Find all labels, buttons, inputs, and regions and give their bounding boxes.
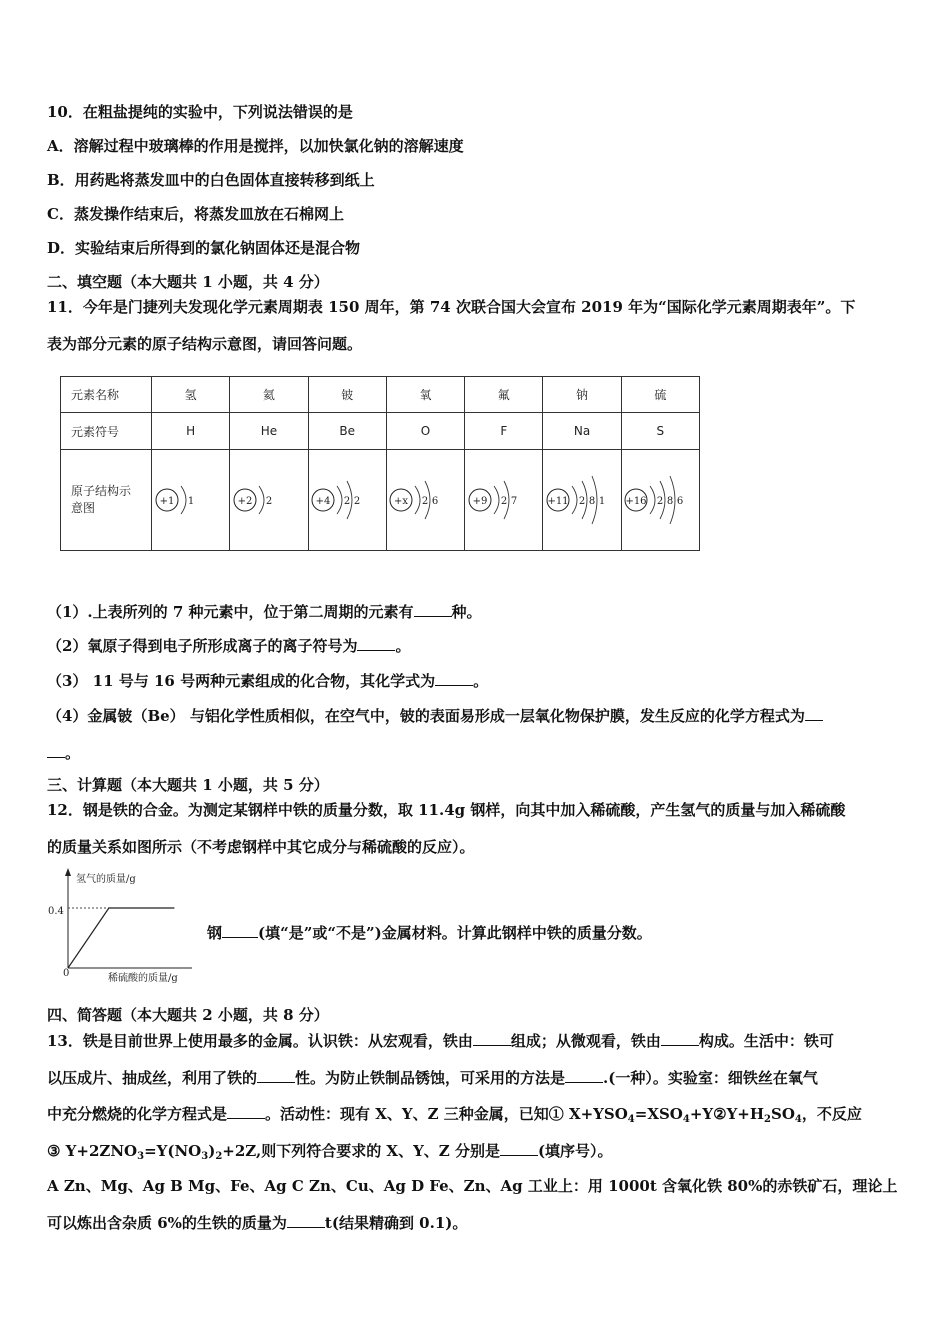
row-header-diagram-label: 原子结构示意图 — [71, 484, 132, 515]
q11-stem-line2: 表为部分元素的原子结构示意图，请回答问题。 — [47, 335, 363, 353]
answer-blank[interactable] — [357, 635, 395, 651]
atom-diagram-icon — [309, 465, 385, 535]
q10-stem: 10．在粗盐提纯的实验中，下列说法错误的是 — [47, 103, 353, 121]
q11-sub3-text: （3） 11 号与 16 号两种元素组成的化合物，其化学式为 — [47, 672, 436, 690]
q13-text: 以压成片、抽成丝，利用了铁的 — [47, 1069, 258, 1087]
q13-line4 — [47, 1140, 613, 1167]
electron-shell-arc — [181, 486, 186, 514]
atom-diagram-icon — [387, 465, 463, 535]
nucleus-charge: +4 — [315, 496, 331, 507]
atom-cell — [543, 450, 621, 551]
table-row-symbols — [61, 413, 700, 450]
electron-shell-arc — [650, 486, 655, 514]
hydrogen-mass-chart — [50, 866, 210, 986]
electron-count: 6 — [432, 496, 439, 507]
electron-count: 8 — [667, 496, 674, 507]
q13-text: ，不反应 — [801, 1105, 862, 1123]
row-header-name: 元素名称 — [61, 377, 152, 413]
atom-diagram-icon — [231, 465, 307, 535]
element-name: 氧 — [386, 377, 464, 413]
electron-count: 2 — [422, 496, 429, 507]
series-line-hydrogen — [68, 908, 174, 968]
atom-diagram-icon — [153, 465, 229, 535]
table-row-diagrams — [61, 450, 700, 551]
q13-line3 — [47, 1103, 862, 1130]
electron-count: 2 — [657, 496, 664, 507]
electron-count: 1 — [187, 496, 194, 507]
table-row-names — [61, 377, 700, 413]
q11-sub4-text: （4）金属铍（Be） 与铝化学性质相似，在空气中，铍的表面易形成一层氧化物保护膜，发生反应的化学方程式为 — [47, 707, 805, 725]
electron-count: 8 — [588, 496, 596, 507]
q13-text: +Y②Y+H — [689, 1105, 765, 1123]
atom-diagram-icon — [544, 465, 620, 535]
q13-text: 13．铁是目前世界上使用最多的金属。认识铁：从宏观看，铁由 — [47, 1032, 473, 1050]
q10-option-d: D．实验结束后所得到的氯化钠固体还是混合物 — [47, 239, 361, 257]
y-tick-label: 0.4 — [48, 906, 64, 917]
electron-count: 1 — [598, 496, 606, 507]
element-name: 钠 — [543, 377, 621, 413]
q13-line5: A Zn、Mg、Ag B Mg、Fe、Ag C Zn、Cu、Ag D Fe、Zn、Ag 工业上：用 1000t 含氧化铁 80%的赤铁矿石，理论上 — [47, 1177, 898, 1195]
electron-count: 2 — [500, 496, 507, 507]
q13-text: 。活动性：现有 X、Y、Z 三种金属，已知① X+YSO — [265, 1105, 628, 1123]
nucleus-charge: +x — [394, 496, 409, 507]
answer-blank[interactable] — [257, 1067, 295, 1083]
answer-blank[interactable] — [661, 1030, 699, 1046]
origin-label: 0 — [63, 968, 70, 979]
element-table — [60, 376, 700, 551]
electron-count: 2 — [578, 496, 586, 507]
element-name: 氟 — [465, 377, 543, 413]
electron-count: 2 — [354, 496, 361, 507]
element-symbol: Na — [543, 413, 621, 450]
q13-text: 构成。生活中：铁可 — [698, 1032, 834, 1050]
element-symbol: F — [465, 413, 543, 450]
q12-answer — [207, 922, 652, 943]
q11-sub1 — [47, 601, 482, 622]
q11-sub4-tail: 。 — [65, 744, 81, 762]
y-axis-arrow-icon — [65, 868, 71, 876]
q13-text: (填序号）。 — [537, 1142, 613, 1160]
q11-sub2-text: （2）氧原子得到电子所形成离子的离子符号为 — [47, 637, 358, 655]
electron-count: 2 — [344, 496, 351, 507]
q11-sub4 — [47, 705, 823, 726]
electron-count: 7 — [510, 496, 517, 507]
q11-sub2 — [47, 635, 410, 656]
nucleus-charge: +2 — [237, 496, 253, 507]
section2-title: 二、填空题（本大题共 1 小题，共 4 分） — [47, 273, 329, 291]
answer-blank[interactable] — [414, 601, 452, 617]
q11-sub4-cont — [47, 742, 80, 763]
q13-line2 — [47, 1067, 818, 1088]
element-symbol: O — [386, 413, 464, 450]
element-name: 氦 — [230, 377, 308, 413]
q13-text: 组成；从微观看，铁由 — [510, 1032, 661, 1050]
electron-count: 6 — [677, 496, 684, 507]
q13-text: 中充分燃烧的化学方程式是 — [47, 1105, 228, 1123]
answer-blank[interactable] — [473, 1030, 511, 1046]
atom-cell — [230, 450, 308, 551]
answer-blank[interactable] — [805, 705, 823, 721]
subscript: 4 — [682, 1114, 690, 1125]
x-axis-label: 稀硫酸的质量/g — [108, 973, 178, 984]
subscript: 2 — [215, 1151, 223, 1162]
electron-shell-arc — [259, 486, 264, 514]
q13-line6 — [47, 1212, 467, 1233]
electron-shell-arc — [494, 486, 499, 514]
nucleus-charge: +1 — [159, 496, 175, 507]
section4-title: 四、简答题（本大题共 2 小题，共 8 分） — [47, 1006, 329, 1024]
q13-text: +2Z,则下列符合要求的 X、Y、Z 分别是 — [222, 1142, 500, 1160]
answer-blank[interactable] — [287, 1212, 325, 1228]
q13-text: 可以炼出含杂质 6%的生铁的质量为 — [47, 1214, 287, 1232]
q13-text: t(结果精确到 0.1)。 — [324, 1214, 468, 1232]
q10-option-b: B．用药匙将蒸发皿中的白色固体直接转移到纸上 — [47, 171, 375, 189]
q10-option-c: C．蒸发操作结束后，将蒸发皿放在石棉网上 — [47, 205, 344, 223]
q13-text: ③ Y+2ZNO — [47, 1142, 138, 1160]
answer-blank[interactable] — [47, 742, 65, 758]
electron-count: 2 — [265, 496, 273, 507]
q10-option-a: A．溶解过程中玻璃棒的作用是搅拌，以加快氯化钠的溶解速度 — [47, 137, 464, 155]
element-symbol: S — [621, 413, 699, 450]
atom-cell — [152, 450, 230, 551]
q13-text: SO — [771, 1105, 795, 1123]
q12-stem-line1: 12．钢是铁的合金。为测定某钢样中铁的质量分数，取 11.4g 钢样，向其中加入稀硫酸，产生氢气的质量与加入稀硫酸 — [47, 801, 846, 819]
q13-text: ) — [208, 1142, 216, 1160]
subscript: 3 — [137, 1151, 145, 1162]
element-name: 硫 — [621, 377, 699, 413]
subscript: 2 — [764, 1114, 771, 1125]
q11-stem-line1: 11．今年是门捷列夫发现化学元素周期表 150 周年，第 74 次联合国大会宣布 2019 年为“国际化学元素周期表年”。下 — [47, 298, 856, 316]
element-symbol: Be — [308, 413, 386, 450]
subscript: 4 — [627, 1114, 635, 1125]
atom-diagram-icon — [622, 465, 698, 535]
nucleus-charge: +9 — [472, 496, 488, 507]
q13-line1 — [47, 1030, 834, 1051]
element-symbol: H — [152, 413, 230, 450]
atom-cell — [621, 450, 699, 551]
answer-blank[interactable] — [500, 1140, 538, 1156]
nucleus-charge: +16 — [625, 496, 647, 507]
element-name: 铍 — [308, 377, 386, 413]
atom-diagram-icon — [466, 465, 542, 535]
q11-sub3 — [47, 670, 488, 691]
q12-stem-line2: 的质量关系如图所示（不考虑钢样中其它成分与稀硫酸的反应）。 — [47, 838, 475, 856]
answer-blank[interactable] — [227, 1103, 265, 1119]
q13-text: =Y(NO — [144, 1142, 202, 1160]
subscript: 4 — [794, 1114, 802, 1125]
nucleus-charge: +11 — [547, 496, 569, 507]
q13-text: .(一种）。实验室：细铁丝在氧气 — [603, 1069, 818, 1087]
q11-sub2-tail: 。 — [395, 637, 411, 655]
electron-shell-arc — [572, 486, 577, 514]
answer-blank[interactable] — [565, 1067, 603, 1083]
q11-sub3-tail: 。 — [473, 672, 489, 690]
element-symbol: He — [230, 413, 308, 450]
row-header-diagram — [61, 450, 152, 551]
answer-blank[interactable] — [222, 922, 258, 938]
q12-answer-tail: (填“是”或“不是”)金属材料。计算此钢样中铁的质量分数。 — [258, 924, 652, 942]
electron-shell-arc — [415, 486, 420, 514]
q11-sub1-text: （1）.上表所列的 7 种元素中，位于第二周期的元素有 — [47, 603, 414, 621]
q12-answer-text: 钢 — [207, 924, 223, 942]
section3-title: 三、计算题（本大题共 1 小题，共 5 分） — [47, 776, 329, 794]
answer-blank[interactable] — [435, 670, 473, 686]
atom-cell — [465, 450, 543, 551]
q11-sub1-tail: 种。 — [451, 603, 482, 621]
row-header-symbol: 元素符号 — [61, 413, 152, 450]
q13-text: =XSO — [634, 1105, 683, 1123]
y-axis-label: 氢气的质量/g — [76, 874, 136, 885]
electron-shell-arc — [337, 486, 342, 514]
subscript: 3 — [201, 1151, 209, 1162]
element-name: 氢 — [152, 377, 230, 413]
atom-cell — [308, 450, 386, 551]
q13-text: 性。为防止铁制品锈蚀，可采用的方法是 — [295, 1069, 566, 1087]
atom-cell — [386, 450, 464, 551]
